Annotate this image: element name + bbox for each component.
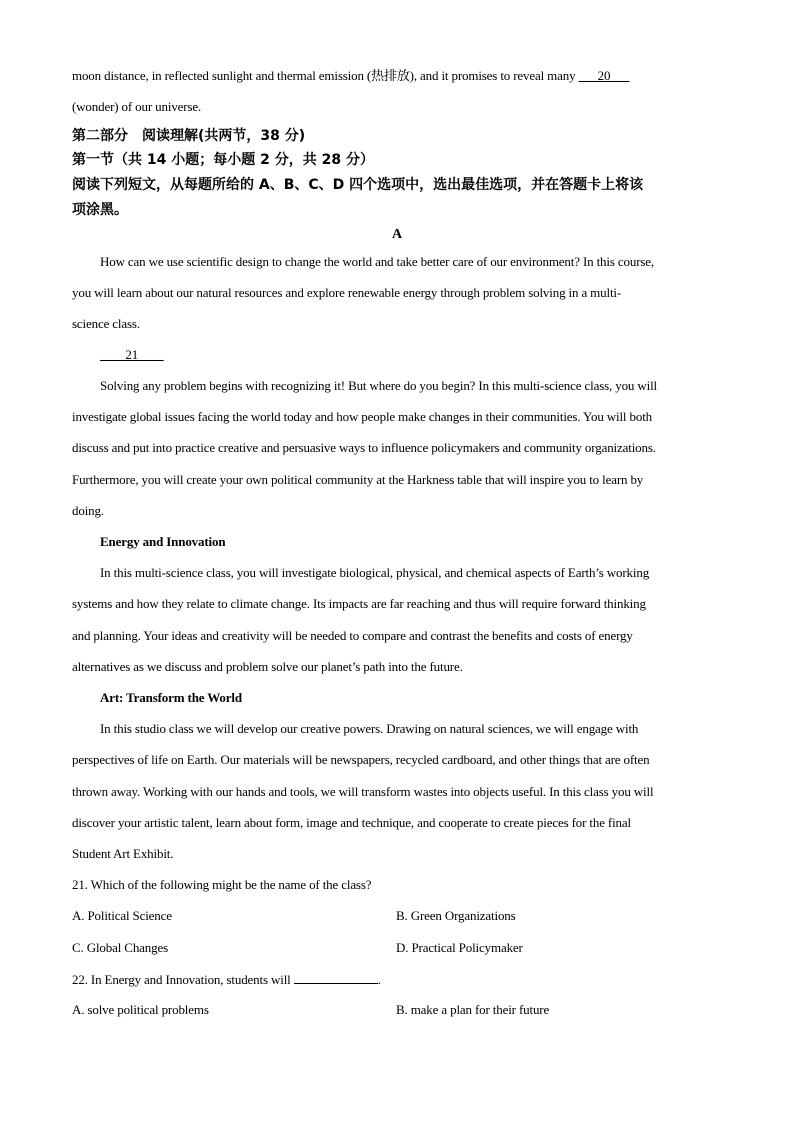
paragraph-line: In this studio class we will develop our creative powers. Drawing on natural sciences, we will engage with: [100, 721, 639, 736]
section-heading-art: Art: Transform the World: [100, 690, 242, 705]
option-21-c: C. Global Changes: [72, 940, 169, 955]
paragraph-line: Solving any problem begins with recognizing it! But where do you begin? In this multi-science class, you will: [100, 378, 657, 393]
option-21-a: A. Political Science: [72, 908, 172, 923]
paragraph-line: systems and how they relate to climate change. Its impacts are far reaching and thus will require forward thinking: [72, 596, 646, 611]
option-21-d: D. Practical Policymaker: [396, 940, 523, 955]
answer-blank-20: ___20___: [578, 68, 630, 83]
paragraph-line: discover your artistic talent, learn about form, image and technique, and cooperate to create pieces for the final: [72, 815, 631, 830]
question-22-text: 22. In Energy and Innovation, students will: [72, 972, 294, 987]
paragraph-line: discuss and put into practice creative and persuasive ways to influence policymakers and community organizations.: [72, 440, 656, 455]
instruction-line: 项涂黑。: [72, 202, 128, 218]
option-21-b: B. Green Organizations: [396, 908, 516, 923]
answer-blank-21: ____21____: [100, 347, 164, 362]
part-title: 第二部分 阅读理解(共两节，38 分): [72, 128, 306, 144]
question-21: 21. Which of the following might be the name of the class?: [72, 877, 372, 892]
answer-blank-22: [294, 970, 378, 984]
text-span: moon distance, in reflected sunlight and thermal emission (热排放), and it promises to reveal many: [72, 68, 579, 83]
text-line: (wonder) of our universe.: [72, 99, 202, 114]
paragraph-line: alternatives as we discuss and problem solve our planet’s path into the future.: [72, 659, 463, 674]
paragraph-line: doing.: [72, 503, 104, 518]
paragraph-line: investigate global issues facing the world today and how people make changes in their communities. You will both: [72, 409, 653, 424]
section-heading-energy: Energy and Innovation: [100, 534, 226, 549]
paragraph-line: thrown away. Working with our hands and tools, we will transform wastes into objects useful. In this class you will: [72, 784, 654, 799]
subsection-title: 第一节（共 14 小题；每小题 2 分，共 28 分）: [72, 152, 374, 168]
text-line: [72, 67, 629, 85]
question-22: [72, 970, 381, 989]
paragraph-line: you will learn about our natural resources and explore renewable energy through problem solving in a multi-: [72, 285, 622, 300]
instruction-line: 阅读下列短文，从每题所给的 A、B、C、D 四个选项中，选出最佳选项，并在答题卡上将该: [72, 177, 644, 193]
passage-label: A: [392, 227, 402, 242]
paragraph-line: and planning. Your ideas and creativity will be needed to compare and contrast the benefits and costs of energy: [72, 628, 633, 643]
option-22-b: B. make a plan for their future: [396, 1002, 550, 1017]
paragraph-line: Furthermore, you will create your own political community at the Harkness table that will inspire you to learn by: [72, 472, 644, 487]
paragraph-line: science class.: [72, 316, 140, 331]
question-22-end: .: [377, 972, 381, 987]
paragraph-line: perspectives of life on Earth. Our materials will be newspapers, recycled cardboard, and other things that are often: [72, 752, 650, 767]
option-22-a: A. solve political problems: [72, 1002, 209, 1017]
paragraph-line: How can we use scientific design to change the world and take better care of our environment? In this course,: [100, 254, 655, 269]
paragraph-line: Student Art Exhibit.: [72, 846, 174, 861]
paragraph-line: In this multi-science class, you will investigate biological, physical, and chemical aspects of Earth’s working: [100, 565, 650, 580]
